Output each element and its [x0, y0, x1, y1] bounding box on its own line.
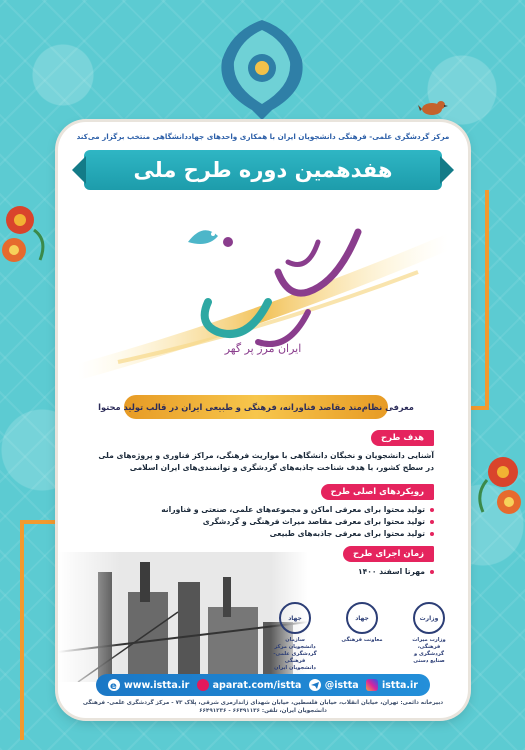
campaign-logo	[58, 202, 468, 392]
list-item: تولید محتوا برای معرفی اماکن و مجموعه‌های علمی، صنعتی و فناورانه	[92, 504, 434, 516]
ornament-icon	[212, 0, 312, 120]
factory-image	[58, 552, 308, 682]
schedule-heading: زمان اجرای طرح	[343, 546, 434, 562]
aparat-icon	[197, 679, 209, 691]
seal-icon: جهاد	[279, 602, 311, 634]
internet-explorer-icon	[108, 679, 120, 691]
flower-icon	[0, 200, 52, 270]
list-item: تولید محتوا برای معرفی جاذبه‌های طبیعی	[92, 528, 434, 540]
calligraphy-logo-icon	[58, 202, 468, 392]
partner-logo	[339, 602, 385, 644]
instagram-link[interactable]: istta.ir	[366, 679, 418, 691]
goal-heading: هدف طرح	[371, 430, 434, 446]
poster-card	[58, 122, 468, 718]
seal-icon: جهاد	[346, 602, 378, 634]
partner-logo	[406, 602, 452, 665]
telegram-icon	[309, 679, 321, 691]
partner-caption: وزارت میراث فرهنگی، گردشگری و صنایع دستی	[412, 637, 446, 664]
partner-logo	[272, 602, 318, 672]
goal-section	[92, 430, 434, 474]
flower-icon	[467, 450, 525, 520]
website-link[interactable]: e www.istta.ir	[110, 679, 190, 691]
bird-icon	[418, 95, 448, 119]
approaches-section	[92, 484, 434, 540]
organizer-line: مرکز گردشگری علمی- فرهنگی دانشجویان ایران با همکاری واحدهای جهاددانشگاهی منتخب برگزار می‌کند	[76, 132, 450, 141]
aparat-link[interactable]: aparat.com/istta	[197, 679, 302, 691]
seal-icon: وزارت	[413, 602, 445, 634]
subtitle-banner: معرفی نظام‌مند مقاصد فناورانه، فرهنگی و طبیعی ایران در قالب تولید محتوا	[124, 395, 388, 419]
partner-caption: معاونت فرهنگی	[341, 637, 383, 643]
list-item: مهرتا اسفند ۱۴۰۰	[92, 566, 434, 578]
contact-address: دبیرخانه دائمی: تهران، خیابان انقلاب، خیابان فلسطین، خیابان شهدای ژاندارمری شرقی، پلاک ۷۳ - مرکز گردشگری علمی- فرهنگی دانشجویان ایران، تلفن: ۶۶۴۹۱۱۳۶ - ۶۶۴۹۱۲۳۶	[82, 700, 444, 714]
instagram-icon	[366, 679, 378, 691]
partner-logos	[272, 602, 452, 671]
approaches-list	[92, 504, 434, 540]
goal-text: آشنایی دانشجویان و نخبگان دانشگاهی با مواریث فرهنگی، مراکز فناوری و پروژه‌های ملی در سطح کشور، با هدف شناخت جاذبه‌های گردشگری و توانمندی‌های ایران اسلامی	[98, 451, 434, 472]
svg-text:e: e	[110, 681, 117, 691]
page-title: هفدهمین دوره طرح ملی	[133, 158, 393, 182]
approaches-heading: رویکردهای اصلی طرح	[321, 484, 434, 500]
telegram-link[interactable]: @istta	[309, 679, 359, 691]
list-item: تولید محتوا برای معرفی مقاصد میراث فرهنگی و گردشگری	[92, 516, 434, 528]
title-banner	[84, 150, 442, 190]
social-links-bar	[96, 674, 430, 696]
logo-caption: ایران مرز پر گهر	[224, 342, 302, 355]
partner-caption: سازمان دانشجویان مرکز گردشگری علمی- فرهنگی دانشجویان ایران	[273, 637, 317, 671]
